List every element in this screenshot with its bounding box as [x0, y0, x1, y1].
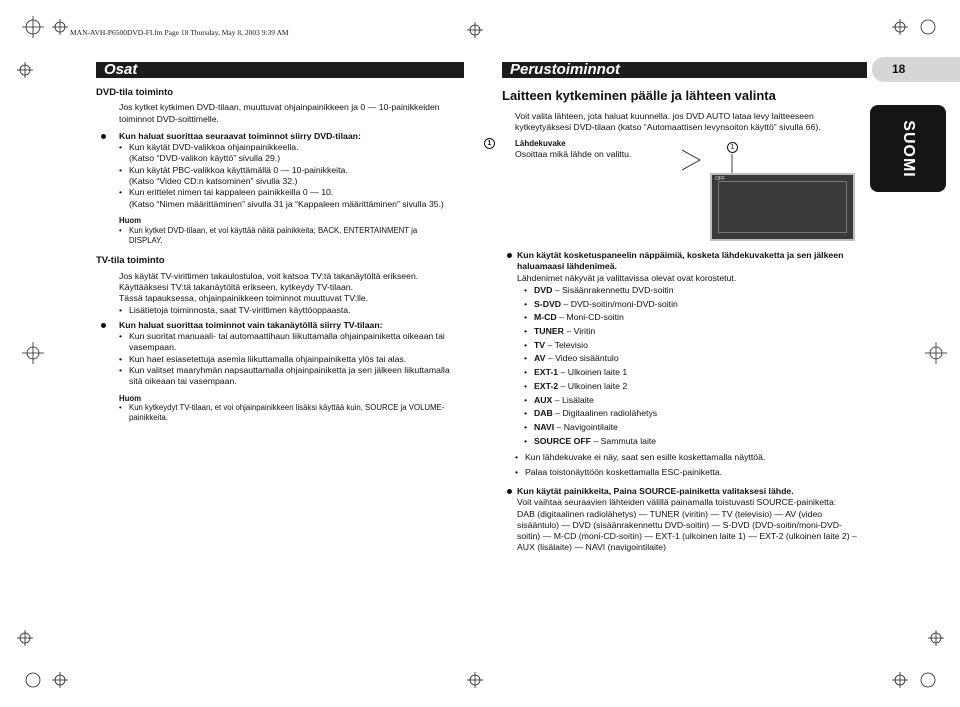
- source-item: • DVD – Sisäänrakennettu DVD-soitin: [524, 284, 674, 295]
- right-intro-2: kytkeytyäksesi DVD-tilaan (katso “Automaattisen levynsoiton käyttö” sivulla 66).: [515, 122, 821, 133]
- source-text-2: DAB (digitaalinen radiolähetys) — TUNER (viritin) — TV (televisio) — AV (video: [517, 508, 823, 519]
- source-heading: Kun käytät painikkeita, Paina SOURCE-painiketta valitaksesi lähde.: [502, 486, 864, 497]
- source-desc: – Digitaalinen radiolähetys: [552, 408, 658, 419]
- source-item: • AUX – Lisälaite: [524, 394, 594, 405]
- source-key: TUNER: [534, 326, 564, 336]
- source-text-1: Voit vaihtaa seuraavien lähteiden välillä painamalla toistuvasti SOURCE-painiketta:: [517, 497, 837, 508]
- right-section-title: Perustoiminnot: [502, 62, 867, 78]
- dvd-intro-1: Jos kytket kytkimen DVD-tilaan, muuttuvat ohjainpainikkeen ja 0 — 10-painikkeiden: [119, 102, 440, 113]
- source-item: • NAVI – Navigointilaite: [524, 421, 618, 432]
- tv-heading: TV-tila toiminto: [96, 255, 165, 267]
- right-intro-1: Voit valita lähteen, jota haluat kuunnella. jos DVD AUTO lataa levy laitteeseen: [515, 111, 814, 121]
- language-label: SUOMI: [900, 119, 917, 178]
- tv-bullet: • Kun suoritat manuaali- tai automaattihaun liikuttamalla ohjainpainiketta oikeaan tai: [96, 331, 468, 342]
- callout-text: Osoittaa mikä lähde on valittu.: [515, 148, 632, 159]
- dvd-note-1: • Kun kytket DVD-tilaan, et voi käyttää näitä painikkeita; BACK, ENTERTAINMENT ja: [96, 226, 468, 236]
- source-item: • M-CD – Moni-CD-soitin: [524, 312, 624, 323]
- source-key: AUX: [534, 394, 553, 405]
- tv-subheading: Kun haluat suorittaa toiminnot vain takanäytöllä siirry TV-tilaan:: [96, 320, 468, 331]
- screen-source-label: OFF: [715, 176, 725, 182]
- source-key: DAB: [534, 408, 553, 419]
- source-text-5: AUX (lisälaite) — NAVI (navigointilaite): [517, 542, 667, 553]
- source-desc: – Sisäänrakennettu DVD-soitin: [552, 284, 674, 295]
- source-list: [502, 284, 864, 448]
- tv-bullet-cont: sitä oikeaan tai vasempaan.: [129, 376, 237, 387]
- tv-info-bullet: • Lisätietoja toiminnosta, saat TV-virittimen käyttöoppaasta.: [96, 305, 468, 316]
- source-key: M-CD: [534, 312, 557, 323]
- extra-bullet: • Kun lähdekuvake ei näy, saat sen esille koskettamalla näyttöä.: [515, 452, 766, 463]
- source-key: SOURCE OFF: [534, 435, 591, 446]
- source-desc: – Televisio: [545, 339, 588, 350]
- source-desc: – Ulkoinen laite 1: [558, 367, 628, 378]
- source-text-3: sisääntulo) — DVD (sisäänrakennettu DVD-soitin) — S-DVD (DVD-soitin/moni-DVD-: [517, 519, 842, 530]
- source-desc: – Video sisääntulo: [545, 353, 619, 364]
- source-item: • DAB – Digitaalinen radiolähetys: [524, 408, 658, 419]
- dvd-bullet-ref: (Katso “Video CD:n katsominen” sivulla 32.): [129, 176, 298, 187]
- dvd-bullet-ref: (Katso “DVD-valikon käyttö” sivulla 29.): [129, 153, 281, 164]
- callout-title: Lähdekuvake: [515, 138, 566, 148]
- right-heading: Laitteen kytkeminen päälle ja lähteen valinta: [502, 88, 776, 103]
- source-key: DVD: [534, 284, 553, 295]
- tv-intro-2: Käyttääksesi TV:tä takanäytöltä erikseen, kytkeydy TV-tilaan.: [119, 281, 354, 292]
- source-item: • EXT-2 – Ulkoinen laite 2: [524, 380, 628, 391]
- dvd-bullet: • Kun käytät DVD-valikkoa ohjainpainikkeella.: [96, 142, 468, 153]
- left-section-title: Osat: [96, 62, 464, 78]
- callout-number: 1: [484, 138, 495, 149]
- extra-bullet-text: Palaa toistonäyttöön koskettamalla ESC-painiketta.: [525, 466, 723, 477]
- source-desc: – DVD-soitin/moni-DVD-soitin: [561, 298, 678, 309]
- language-tab: [870, 105, 946, 192]
- source-item: • AV – Video sisääntulo: [524, 353, 619, 364]
- source-key: AV: [534, 353, 546, 364]
- source-item: • SOURCE OFF – Sammuta laite: [524, 435, 657, 446]
- select-heading-2: haluamaasi lähdenimeä.: [517, 261, 617, 272]
- select-intro: Lähdenimet näkyvät ja valittavissa olevat ovat korostetut.: [517, 272, 737, 283]
- source-key: S-DVD: [534, 298, 562, 309]
- source-key: EXT-1: [534, 367, 559, 378]
- dvd-bullet: • Kun käytät PBC-valikkoa käyttämällä 0 — 10-painikkeita.: [96, 165, 468, 176]
- tv-bullet-cont: vasempaan.: [129, 342, 177, 353]
- source-item: • TV – Televisio: [524, 339, 588, 350]
- tv-note-title: Huom: [119, 393, 142, 403]
- source-desc: – Moni-CD-soitin: [556, 312, 624, 323]
- dvd-intro-2: toiminnot DVD-soittimelle.: [119, 113, 219, 124]
- tv-intro-3: Tässä tapauksessa, ohjainpainikkeen toiminnot muuttuvat TV:lle.: [119, 293, 369, 304]
- display-screen-illustration: [710, 173, 855, 241]
- dvd-note-title: Huom: [119, 215, 142, 225]
- source-text-4: soitin) — M-CD (moni-CD-soitin) — EXT-1 (ulkoinen laite 1) — EXT-2 (ulkoinen laite 2) –: [517, 531, 857, 542]
- dvd-subheading: Kun haluat suorittaa seuraavat toiminnot siirry DVD-tilaan:: [96, 131, 468, 142]
- page-number: 18: [872, 57, 960, 82]
- source-key: EXT-2: [534, 380, 559, 391]
- select-heading-1: Kun käytät kosketuspaneelin näppäimiä, kosketa lähdekuvaketta ja sen jälkeen: [502, 250, 864, 261]
- right-column-lower: [502, 250, 864, 554]
- left-column: [96, 87, 468, 423]
- screen-callout-number: 1: [727, 142, 738, 153]
- source-desc: – Ulkoinen laite 2: [558, 380, 628, 391]
- source-item: • EXT-1 – Ulkoinen laite 1: [524, 367, 628, 378]
- tv-bullet: • Kun haet esiasetettuja asemia liikuttamalla ohjainpainiketta ylös tai alas.: [96, 354, 468, 365]
- source-key: NAVI: [534, 421, 555, 432]
- source-item: • S-DVD – DVD-soitin/moni-DVD-soitin: [524, 298, 678, 309]
- extra-bullet-text: Kun lähdekuvake ei näy, saat sen esille koskettamalla näyttöä.: [525, 452, 766, 463]
- tv-note-1: • Kun kytkeydyt TV-tilaan, et voi ohjainpainikkeen lisäksi käyttää kuin, SOURCE ja VOLUME-: [96, 403, 468, 413]
- dvd-heading: DVD-tila toiminto: [96, 87, 174, 98]
- source-desc: – Viritin: [563, 326, 596, 336]
- dvd-bullet-ref: (Katso “Nimen määrittäminen” sivulla 31 ja “Kappaleen määrittäminen” sivulla 35.): [129, 198, 444, 209]
- tv-note-2: painikkeita.: [129, 413, 169, 423]
- tv-bullet: • Kun valitset maaryhmän napsauttamalla ohjainpainiketta ja sen jälkeen liikuttamalla: [96, 365, 468, 376]
- source-key: TV: [534, 339, 546, 350]
- source-desc: – Sammuta laite: [590, 435, 657, 446]
- dvd-note-2: DISPLAY.: [129, 235, 163, 245]
- tv-intro-1: Jos käytät TV-virittimen takaulostuloa, voit katsoa TV:tä takanäytöltä erikseen.: [119, 270, 419, 281]
- source-desc: – Lisälaite: [552, 394, 594, 405]
- extra-bullet: • Palaa toistonäyttöön koskettamalla ESC-painiketta.: [515, 466, 723, 477]
- source-desc: – Navigointilaite: [554, 421, 618, 432]
- dvd-bullet: • Kun erittelet nimen tai kappaleen painikkeilla 0 — 10.: [96, 187, 468, 198]
- print-header: MAN-AVH-P6500DVD-FI.fm Page 18 Thursday, May 8, 2003 9:39 AM: [70, 28, 289, 37]
- source-item: • TUNER – Viritin: [524, 326, 596, 336]
- screen-frame: [718, 181, 847, 233]
